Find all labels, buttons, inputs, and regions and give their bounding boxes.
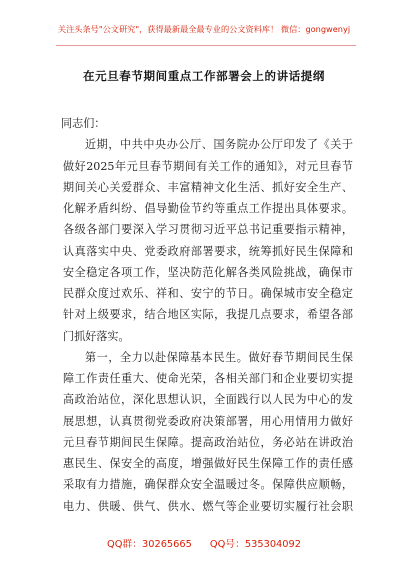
footer-contact: [0, 536, 408, 550]
salutation: 同志们：: [61, 117, 106, 130]
body-line: 第一，全力以赴保障基本民生。做好春节期间民生保: [85, 350, 353, 364]
body-line: 针对上级要求，结合地区实际，我提几点要求，希望各部: [63, 308, 353, 322]
footer-qq-number: QQ号：535304092: [209, 539, 301, 550]
body-line: 做好2025年元旦春节期间有关工作的通知》，对元旦春节: [63, 159, 353, 173]
footer-qq-group: QQ群：30265665: [106, 539, 192, 550]
document-title: 在元旦春节期间重点工作部署会上的讲话提纲: [83, 69, 325, 83]
body-line: 展思想，认真贯彻党委政府决策部署，用心用情用力做好: [63, 414, 353, 428]
body-line: 采取有力措施，确保群众安全温暖过冬。保障供应顺畅，: [63, 478, 353, 492]
body-line: 安全稳定各项工作，坚决防范化解各类风险挑战，确保市: [63, 265, 353, 279]
body-line: 门抓好落实。: [63, 329, 130, 343]
body-line: 高政治站位，深化思想认识，全面践行以人民为中心的发: [63, 393, 353, 407]
body-line: 近期，中共中央办公厅、国务院办公厅印发了《关于: [85, 138, 353, 152]
header-promo-note: 关注头条号"公文研究"，获得最新最全最专业的公文资料库！ 微信：gongwenyj: [57, 24, 351, 34]
body-line: 电力、供暖、供气、供水、燃气等企业要切实履行社会职: [63, 499, 353, 513]
body-line: 化解矛盾纠纷、倡导勤俭节约等重点工作提出具体要求。: [63, 202, 353, 215]
document-body: [63, 113, 353, 517]
body-line: 障工作责任重大、使命光荣，各相关部门和企业要切实提: [63, 372, 353, 385]
body-line: 认真落实中央、党委政府部署要求，统筹抓好民生保障和: [63, 244, 353, 258]
body-line: 各级各部门要深入学习贯彻习近平总书记重要指示精神，: [63, 223, 353, 237]
body-line: 元旦春节期间民生保障。提高政治站位，务必站在讲政治: [63, 435, 353, 449]
body-line: 期间关心关爱群众、丰富精神文化生活、抓好安全生产、: [63, 180, 353, 194]
body-line: 民群众度过欢乐、祥和、安宁的节日。确保城市安全稳定: [63, 287, 353, 300]
header-divider: [56, 45, 356, 46]
body-line: 惠民生、保安全的高度，增强做好民生保障工作的责任感: [63, 457, 353, 470]
